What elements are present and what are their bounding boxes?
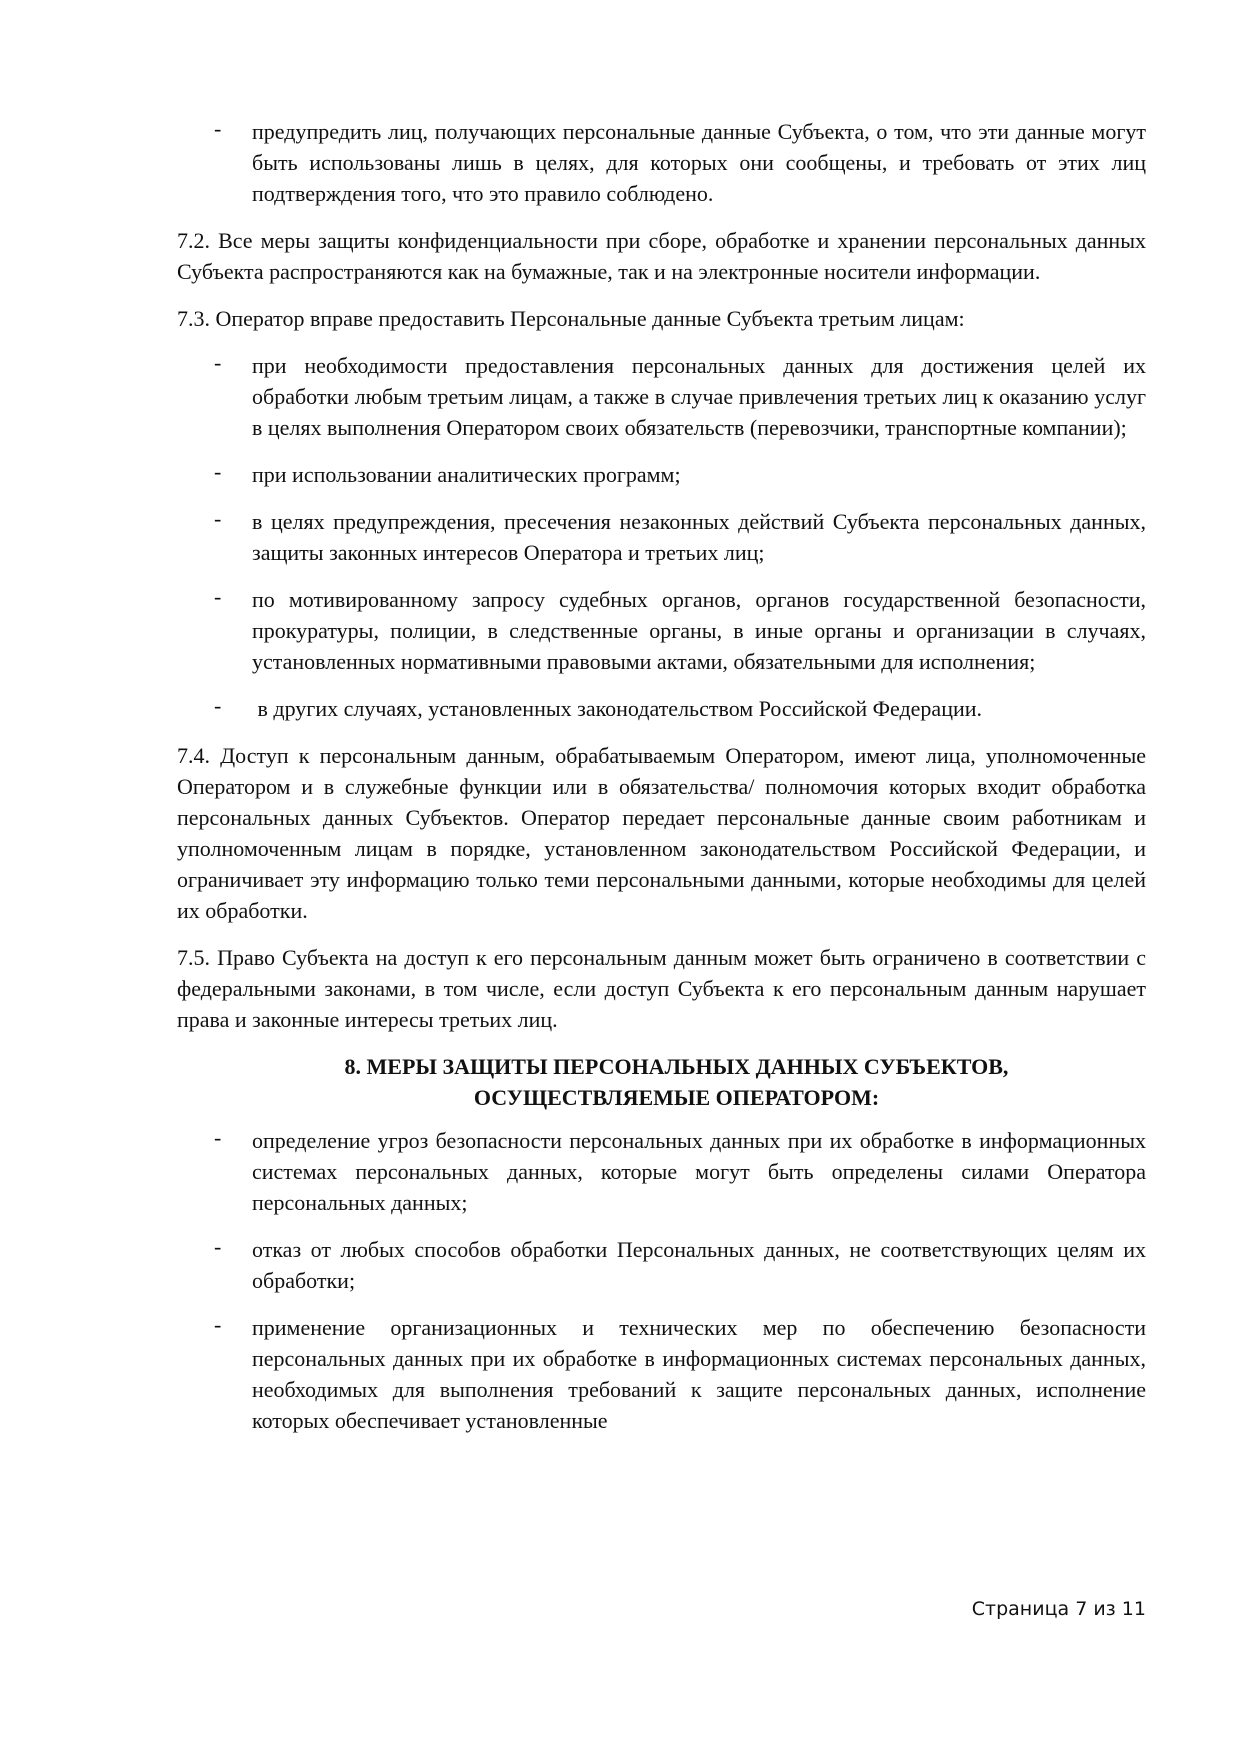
list-item	[177, 1234, 1146, 1296]
list-item	[177, 584, 1146, 677]
list-item-text: при использовании аналитических программ;	[252, 462, 681, 487]
section-8-heading-line1: 8. МЕРЫ ЗАЩИТЫ ПЕРСОНАЛЬНЫХ ДАННЫХ СУБЪЕКТОВ,	[344, 1054, 1009, 1079]
section-8-heading-line2: ОСУЩЕСТВЛЯЕМЫЕ ОПЕРАТОРОМ:	[473, 1085, 880, 1110]
bullet-dash: -	[214, 506, 222, 531]
paragraph-7-2: 7.2. Все меры защиты конфиденциальности при сборе, обработке и хранении персональных данных Субъекта распространяются как на бумажные, так и на электронные носители информации.	[177, 228, 1146, 284]
bullet-dash: -	[214, 459, 222, 484]
section-8-heading	[177, 1051, 1146, 1113]
list-item-text: предупредить лиц, получающих персональные данные Субъекта, о том, что эти данные могут быть использованы лишь в целях, для которых они сообщены, и требовать от этих лиц подтверждения того, что это правило соблюдено.	[252, 119, 1146, 206]
list-item-text: при необходимости предоставления персональных данных для достижения целей их обработки любым третьим лицам, а также в случае привлечения третьих лиц к оказанию услуг в целях выполнения Оператором своих обязательств (перевозчики, транспортные компании);	[252, 353, 1146, 440]
list-item-text: отказ от любых способов обработки Персональных данных, не соответствующих целям их обработки;	[252, 1237, 1146, 1293]
list-item	[177, 1312, 1146, 1436]
bullet-dash: -	[214, 1125, 222, 1150]
list-item-text: в целях предупреждения, пресечения незаконных действий Субъекта персональных данных, защиты законных интересов Оператора и третьих лиц;	[252, 509, 1146, 565]
bullet-dash: -	[214, 584, 222, 609]
list-item	[177, 350, 1146, 443]
list-item	[177, 1125, 1146, 1218]
bullet-dash: -	[214, 350, 222, 375]
paragraph-7-5: 7.5. Право Субъекта на доступ к его персональным данным может быть ограничено в соответствии с федеральными законами, в том числе, если доступ Субъекта к его персональным данным нарушает права и законные интересы третьих лиц.	[177, 945, 1146, 1032]
paragraph-7-4: 7.4. Доступ к персональным данным, обрабатываемым Оператором, имеют лица, уполномоченные Оператором и в служебные функции или в обязательства/ полномочия которых входит обработка персональных данных Субъектов. Оператор передает персональные данные своим работникам и уполномоченным лицам в порядке, установленном законодательством Российской Федерации, и ограничивает эту информацию только теми персональными данными, которые необходимы для целей их обработки.	[177, 743, 1146, 923]
list-item	[177, 506, 1146, 568]
bullet-dash: -	[214, 693, 222, 718]
list-item-text: применение организационных и технических мер по обеспечению безопасности персональных данных при их обработке в информационных системах персональных данных, необходимых для выполнения требований к защите персональных данных, исполнение которых обеспечивает установленные	[252, 1315, 1146, 1433]
paragraph-7-3: 7.3. Оператор вправе предоставить Персональные данные Субъекта третьим лицам:	[177, 306, 965, 331]
document-body	[177, 116, 1146, 1452]
bullet-dash: -	[214, 1312, 222, 1337]
bullet-dash: -	[214, 116, 222, 141]
list-item	[177, 459, 1146, 490]
list-item	[177, 693, 1146, 724]
list-item-text: в других случаях, установленных законодательством Российской Федерации.	[252, 696, 983, 721]
list-item-text: по мотивированному запросу судебных органов, органов государственной безопасности, прокуратуры, полиции, в следственные органы, в иные органы и организации в случаях, установленных нормативными правовыми актами, обязательными для исполнения;	[252, 587, 1146, 674]
page-number: Страница 7 из 11	[971, 1598, 1146, 1620]
bullet-dash: -	[214, 1234, 222, 1259]
list-item	[177, 116, 1146, 209]
list-item-text: определение угроз безопасности персональных данных при их обработке в информационных системах персональных данных, которые могут быть определены силами Оператора персональных данных;	[252, 1128, 1146, 1215]
